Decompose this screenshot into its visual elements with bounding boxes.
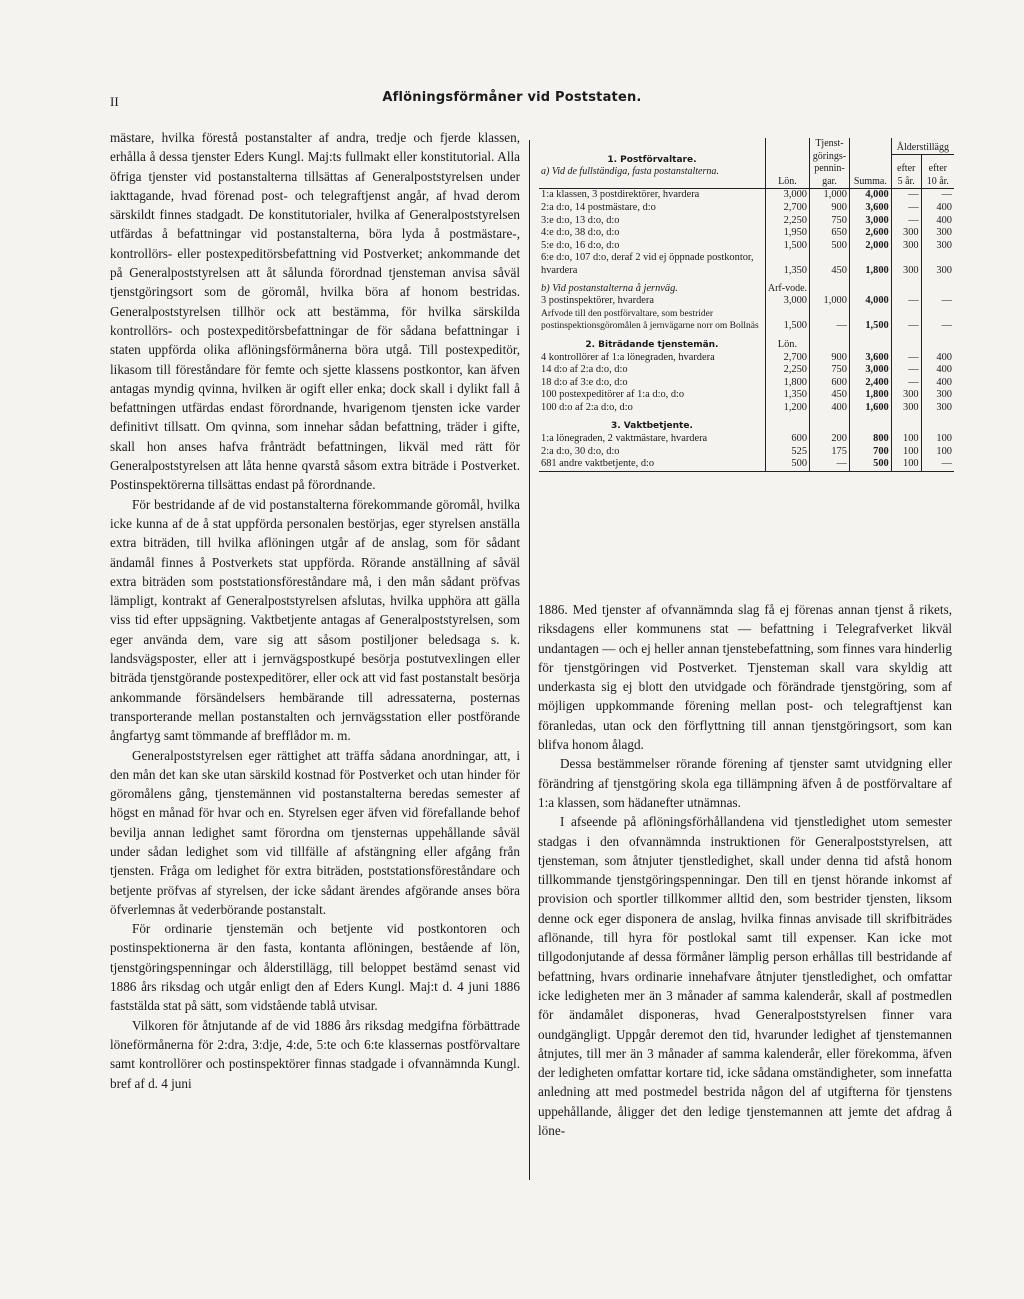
table-cell-value: 900 xyxy=(810,352,850,365)
table-cell-value: 2,400 xyxy=(849,377,891,390)
column-divider xyxy=(529,140,530,1180)
left-column xyxy=(110,128,520,1093)
table-cell-value: 300 xyxy=(891,389,921,402)
table-cell-value: 750 xyxy=(810,215,850,228)
table-cell-value: 1,200 xyxy=(765,402,809,415)
table-cell-value: — xyxy=(921,458,954,471)
table-cell-value: 3,600 xyxy=(849,352,891,365)
table-cell-value: 2,000 xyxy=(849,240,891,253)
paragraph: Vilkoren för åtnjutande af de vid 1886 års riksdag medgifna förbättrade löneförmånerna för 2:dra, 3:dje, 4:de, 5:te och 6:te klassernas postförvaltare samt kontrollörer och postinspektörer finnas stadgade i ofvannämnda Kungl. bref af d. 4 juni xyxy=(110,1017,520,1091)
paragraph: I afseende på aflöningsförhållandena vid tjenstledighet utom semester stadgas i den ofvannämnda instruktionen för Generalpoststyrelsen, att tjensteman, som åtnjuter tjenstledighet, skall under denna tid afstå honom tillkommande tjenstgöringspenningar. Den till en tjenst hörande inkomst af provision och sportler tillkommer alltid den, som bestrider tjensten, liksom denne ock eger disponera de anslag, hvilka finnas anvisade till skrifbiträdes aflönande, till hyra för postlokal samt till expenser. Kan icke mot tillgodonjutande af dessa förmåner lämplig person erhållas till bestridande af befattning, hvars ordinarie innehafvare åtnjuter tjenstledighet, och omfattar icke ledigheten mer än 3 månader af samma kalenderår, skall af postmedlen för ändamålet disponeras, hvad Generalpoststyrelsen finner vara oundgängligt. Uppgår deremot den tid, hvarunder ledighet af tjenstemannen åtnjutes, till mer än 3 månader af samma kalenderår, eller förekomma, äfven der ledigheten omfattar kortare tid, icke sådana omständigheter, som innefatta anledning att med postmedel bestrida någon del af utgifterna för tjenstens uppehållande, åligger det den ledige tjenstemannen att jemte det afdrag å löne- xyxy=(538,814,952,1139)
table-cell-value: 100 xyxy=(891,433,921,446)
subsection-heading: a) Vid de fullständiga, fasta postanstalterna. xyxy=(541,166,719,178)
table-cell-value: 100 xyxy=(921,446,954,459)
table-cell-value: — xyxy=(891,352,921,365)
table-cell-value: 4,000 xyxy=(849,295,891,308)
table-row xyxy=(539,433,954,446)
table-cell-value: 300 xyxy=(891,227,921,240)
table-cell-value: 1,000 xyxy=(810,295,850,308)
salary-table xyxy=(539,138,954,472)
table-cell-value: 1,500 xyxy=(765,308,809,333)
section-row xyxy=(539,414,954,433)
col-header-tjenst: Tjenst-görings-pennin-gar. xyxy=(810,138,850,189)
table-cell-value: 100 xyxy=(891,446,921,459)
table-cell-value: 400 xyxy=(921,215,954,228)
table-cell-value: 3,000 xyxy=(849,364,891,377)
table-cell-value: — xyxy=(891,215,921,228)
table-cell-value: 2,600 xyxy=(849,227,891,240)
table-row xyxy=(539,308,954,333)
table-cell-value: 450 xyxy=(810,252,850,277)
table-cell-desc: 4 kontrollörer af 1:a lönegraden, hvardera xyxy=(541,351,715,363)
table-cell-value: 2,700 xyxy=(765,352,809,365)
table-cell-value: 400 xyxy=(921,364,954,377)
table-cell-value: — xyxy=(891,364,921,377)
table-cell-desc: 2:a d:o, 14 postmästare, d:o xyxy=(541,201,656,213)
table-cell-value: 500 xyxy=(849,458,891,471)
table-row xyxy=(539,377,954,390)
table-cell-value: 3,000 xyxy=(765,295,809,308)
table-cell-desc: 1:a lönegraden, 2 vaktmästare, hvardera xyxy=(541,433,708,445)
table-cell-value: — xyxy=(921,308,954,333)
table-cell-value: 700 xyxy=(849,446,891,459)
table-row xyxy=(539,458,954,471)
paragraph: Generalpoststyrelsen eger rättighet att träffa sådana anordningar, att, i den mån det kan ske utan särskild kostnad för Postverket och utan hinder för göromålens gång, tjenstemännen vid postanstalterna beredas semester af högst en månad för hvar och en. Styrelsen eger äfven vid förefallande behof bevilja annan ledighet samt förordna om tjensternas uppehållande såväl under sådan ledighet som vid tillfälle af afstängning eller afgång från tjensten. Fråga om ledighet för extra biträden, poststationsföreståndare och betjente pröfvas af styrelsen, der icke sådant ärendes afgörande anses böra öfverlemnas åt vederbörande postanstalt. xyxy=(110,747,520,917)
table-cell-value: 400 xyxy=(810,402,850,415)
table-header-row xyxy=(539,138,954,155)
table-cell-value: 300 xyxy=(891,402,921,415)
paragraph: 1886. Med tjenster af ofvannämnda slag få ej förenas annan tjenst å rikets, riksdagens eller kommunens stat — befattning i Telegrafverket likväl undantagen — och ej heller annan tjenstebefattning, som finnes vara hinderlig för tjenstgöringen vid Postverket. Tjensteman skall vara skyldig att underkasta sig ej blott den utvidgade och förändrade tjenstgöring, som af möjligen uppkommande förening mellan post- och telegraftjenst kan föranledas, utan ock den förflyttning till annan tjenstgöringsort, som kan blifva honom ålagd. xyxy=(538,602,952,753)
table-cell-value: 1,000 xyxy=(810,189,850,202)
table-cell-value: 300 xyxy=(921,227,954,240)
table-cell-value: 200 xyxy=(810,433,850,446)
table-cell-value: — xyxy=(891,189,921,202)
table-row xyxy=(539,364,954,377)
subsection-heading: b) Vid postanstalterna å jernväg. xyxy=(541,282,678,294)
col-header-efter5: efter 5 år. xyxy=(891,155,921,189)
table-cell-value: 2,700 xyxy=(765,202,809,215)
table-cell-desc: 1:a klassen, 3 postdirektörer, hvardera xyxy=(541,189,700,201)
table-cell-desc: 14 d:o af 2:a d:o, d:o xyxy=(541,364,628,376)
subsection-row xyxy=(539,278,954,296)
section-heading: 3. Vaktbetjente. xyxy=(610,421,693,432)
table-cell-desc: 6:e d:o, 107 d:o, deraf 2 vid ej öppnade postkontor, hvardera xyxy=(541,252,754,276)
table-cell-value: 4,000 xyxy=(849,189,891,202)
running-title: Aflöningsförmåner vid Poststaten. xyxy=(382,90,642,105)
table-cell-value: 3,600 xyxy=(849,202,891,215)
table-cell-value: — xyxy=(921,189,954,202)
table-cell-desc: 3 postinspektörer, hvardera xyxy=(541,295,654,307)
table-cell-value: 300 xyxy=(921,252,954,277)
table-cell-value: 300 xyxy=(921,240,954,253)
col-header-arfvode: Arf-vode. xyxy=(765,278,809,296)
table-cell-value: 2,250 xyxy=(765,364,809,377)
table-row xyxy=(539,240,954,253)
table-cell-value: 1,800 xyxy=(849,389,891,402)
table-cell-value: 1,800 xyxy=(849,252,891,277)
table-cell-value: 525 xyxy=(765,446,809,459)
table-cell-value: — xyxy=(891,308,921,333)
table-cell-value: 1,950 xyxy=(765,227,809,240)
table-cell-value: 600 xyxy=(765,433,809,446)
table-cell-desc: 18 d:o af 3:e d:o, d:o xyxy=(541,376,628,388)
table-cell-value: 300 xyxy=(891,252,921,277)
table-cell-desc: Arfvode till den postförvaltare, som bestrider postinspektionsgöromålen å jernvägarne norr om Bollnäs xyxy=(541,308,759,332)
table-cell-value: 1,350 xyxy=(765,252,809,277)
table-row xyxy=(539,227,954,240)
table-row xyxy=(539,189,954,202)
table-cell-value: 400 xyxy=(921,352,954,365)
page-number: II xyxy=(110,94,119,109)
paragraph: Dessa bestämmelser rörande förening af tjenster samt utvidgning eller förändring af tjenstgöring skola ega tillämpning äfven å de postförvaltare af 1:a klassen, som hädanefter utnämnas. xyxy=(538,756,952,810)
table-cell-value: 400 xyxy=(921,202,954,215)
table-cell-value: — xyxy=(810,308,850,333)
col-header-lon: Lön. xyxy=(765,333,809,352)
table-cell-value: — xyxy=(891,202,921,215)
table-cell-value: 2,250 xyxy=(765,215,809,228)
table-cell-value: 100 xyxy=(891,458,921,471)
table-row xyxy=(539,215,954,228)
table-cell-value: — xyxy=(891,295,921,308)
table-cell-desc: 5:e d:o, 16 d:o, d:o xyxy=(541,239,620,251)
table-cell-value: 1,350 xyxy=(765,389,809,402)
paragraph: För bestridande af de vid postanstalterna förekommande göromål, hvilka icke kunna af de å stat uppförda personalen bestörjas, eger styrelsen anställa extra biträden, till hvilka aflöningen utgår af de anslag, som för sådant ändamål finnes å Postverkets stat uppförda. Rörande anställning af såväl extra biträden som poststationsföreståndare må, i den mån sådant pröfvas lämpligt, kontrakt af Generalpoststyrelsen afslutas, hvilka upphöra att gälla viss tid efter uppsägning. Vaktbetjente antagas af Generalpoststyrelsen, som eger använda dem, vare sig att såsom postiljoner beledsaga s. k. landsvägsposter, eller att i jernvägspostkupé besörja postutvexlingen eller biträda tjenstgörande postexpeditörer, eller ock att vid fast postanstalt besörja ankommande försändelsers hembärande till adressaterna, posternas transporterande mellan postanstalten och jernvägsstation eller postförande ångfartyg samt tömmande af brefflådor m. m. xyxy=(110,496,520,744)
table-cell-value: 900 xyxy=(810,202,850,215)
section-heading: 1. Postförvaltare. xyxy=(607,154,697,165)
table-cell-value: 1,600 xyxy=(849,402,891,415)
table-cell-value: 175 xyxy=(810,446,850,459)
table-cell-desc: 100 postexpeditörer af 1:a d:o, d:o xyxy=(541,389,685,401)
table-cell-value: 1,500 xyxy=(849,308,891,333)
table-cell-desc: 4:e d:o, 38 d:o, d:o xyxy=(541,227,620,239)
right-column xyxy=(538,600,952,1140)
table-cell-desc: 100 d:o af 2:a d:o, d:o xyxy=(541,401,633,413)
table-cell-value: 650 xyxy=(810,227,850,240)
table-row xyxy=(539,202,954,215)
table-row xyxy=(539,389,954,402)
table-cell-desc: 3:e d:o, 13 d:o, d:o xyxy=(541,214,620,226)
section-heading: 2. Biträdande tjenstemän. xyxy=(585,339,719,350)
section-row xyxy=(539,333,954,352)
col-header-efter10: efter 10 år. xyxy=(921,155,954,189)
table-cell-desc: 2:a d:o, 30 d:o, d:o xyxy=(541,445,620,457)
col-header-summa: Summa. xyxy=(849,138,891,189)
col-header-alder: Ålderstillägg xyxy=(891,138,954,155)
col-header-lon: Lön. xyxy=(765,138,809,189)
table-cell-value: 300 xyxy=(921,389,954,402)
table-cell-value: 800 xyxy=(849,433,891,446)
table-cell-value: — xyxy=(891,377,921,390)
table-cell-value: 750 xyxy=(810,364,850,377)
table-cell-value: 400 xyxy=(921,377,954,390)
table-cell-value: 600 xyxy=(810,377,850,390)
table-cell-value: 300 xyxy=(891,240,921,253)
table-row xyxy=(539,295,954,308)
paragraph: För ordinarie tjenstemän och betjente vid postkontoren och postinspektionerna är den fasta, kontanta aflöningen, bestående af lön, tjenstgöringspenningar och ålderstillägg, till beloppet bestämd senast vid 1886 års riksdag och utgår enligt den af Eders Kungl. Maj:t d. 4 juni 1886 faststälda stat på sätt, som vidstående tablå utvisar. xyxy=(110,921,520,1014)
table-cell-value: 300 xyxy=(921,402,954,415)
table-cell-value: 1,800 xyxy=(765,377,809,390)
table-cell-value: 3,000 xyxy=(849,215,891,228)
table-cell-desc: 681 andre vaktbetjente, d:o xyxy=(541,458,655,470)
table-row xyxy=(539,402,954,415)
paragraph: mästare, hvilka förestå postanstalter af andra, tredje och fjerde klassen, erhålla å dessa tjenster Eders Kungl. Maj:ts fullmakt eller konstitutorial. Alla öfriga tjenster vid postanstalterna tillsättas af Generalpoststyrelsen under iakttagande, hvad förenad post- och telegraftjenst angår, af hvad derom särskildt finnes stadgadt. De konstitutorialer, hvilka af Generalpoststyrelsen utfärdas å befattningar vid postanstalterna, böra lyda å postmästare-, kontrollörs- eller postexpeditörsbefattning vid Postverket; ankommande det på Generalpoststyrelsen att åt sålunda förordnad tjensteman anvisa såväl tjenstgöringsort som de göromål, hvilka böra af honom bestridas. Generalpoststyrelsen tillhör ock att bestämma, för hvilka särskilda kontrollörs- och postexpeditörsbefattningar de för sådana befattningar i staten uppförda olika aflöningsförmånerna böra utgå. Till postexpeditör, likasom till föreståndare för femte och sjette klassens postkontor, kan äfven antagas myndig qvinna, hvilken är ogift eller enka; dock skall i dylikt fall å befattningen utfärdas endast förordnande, hvarigenom tjensten icke varder definitivt tillsatt. Om qvinna, som innehar sådan befattning, träder i gifte, skall hon anses hafva frånträdt befattningen, likväl med rätt för Generalpoststyrelsen att låta henne qvarstå såsom extra biträde i Postverket. Postinspektörerna tillsättas endast på förordnande. xyxy=(110,130,520,493)
table-cell-value: 450 xyxy=(810,389,850,402)
table-row xyxy=(539,352,954,365)
table-cell-value: — xyxy=(921,295,954,308)
table-cell-value: — xyxy=(810,458,850,471)
table-cell-value: 500 xyxy=(810,240,850,253)
table-cell-value: 3,000 xyxy=(765,189,809,202)
table-cell-value: 500 xyxy=(765,458,809,471)
table-row xyxy=(539,446,954,459)
table-cell-value: 1,500 xyxy=(765,240,809,253)
table-row xyxy=(539,252,954,277)
table-cell-value: 100 xyxy=(921,433,954,446)
